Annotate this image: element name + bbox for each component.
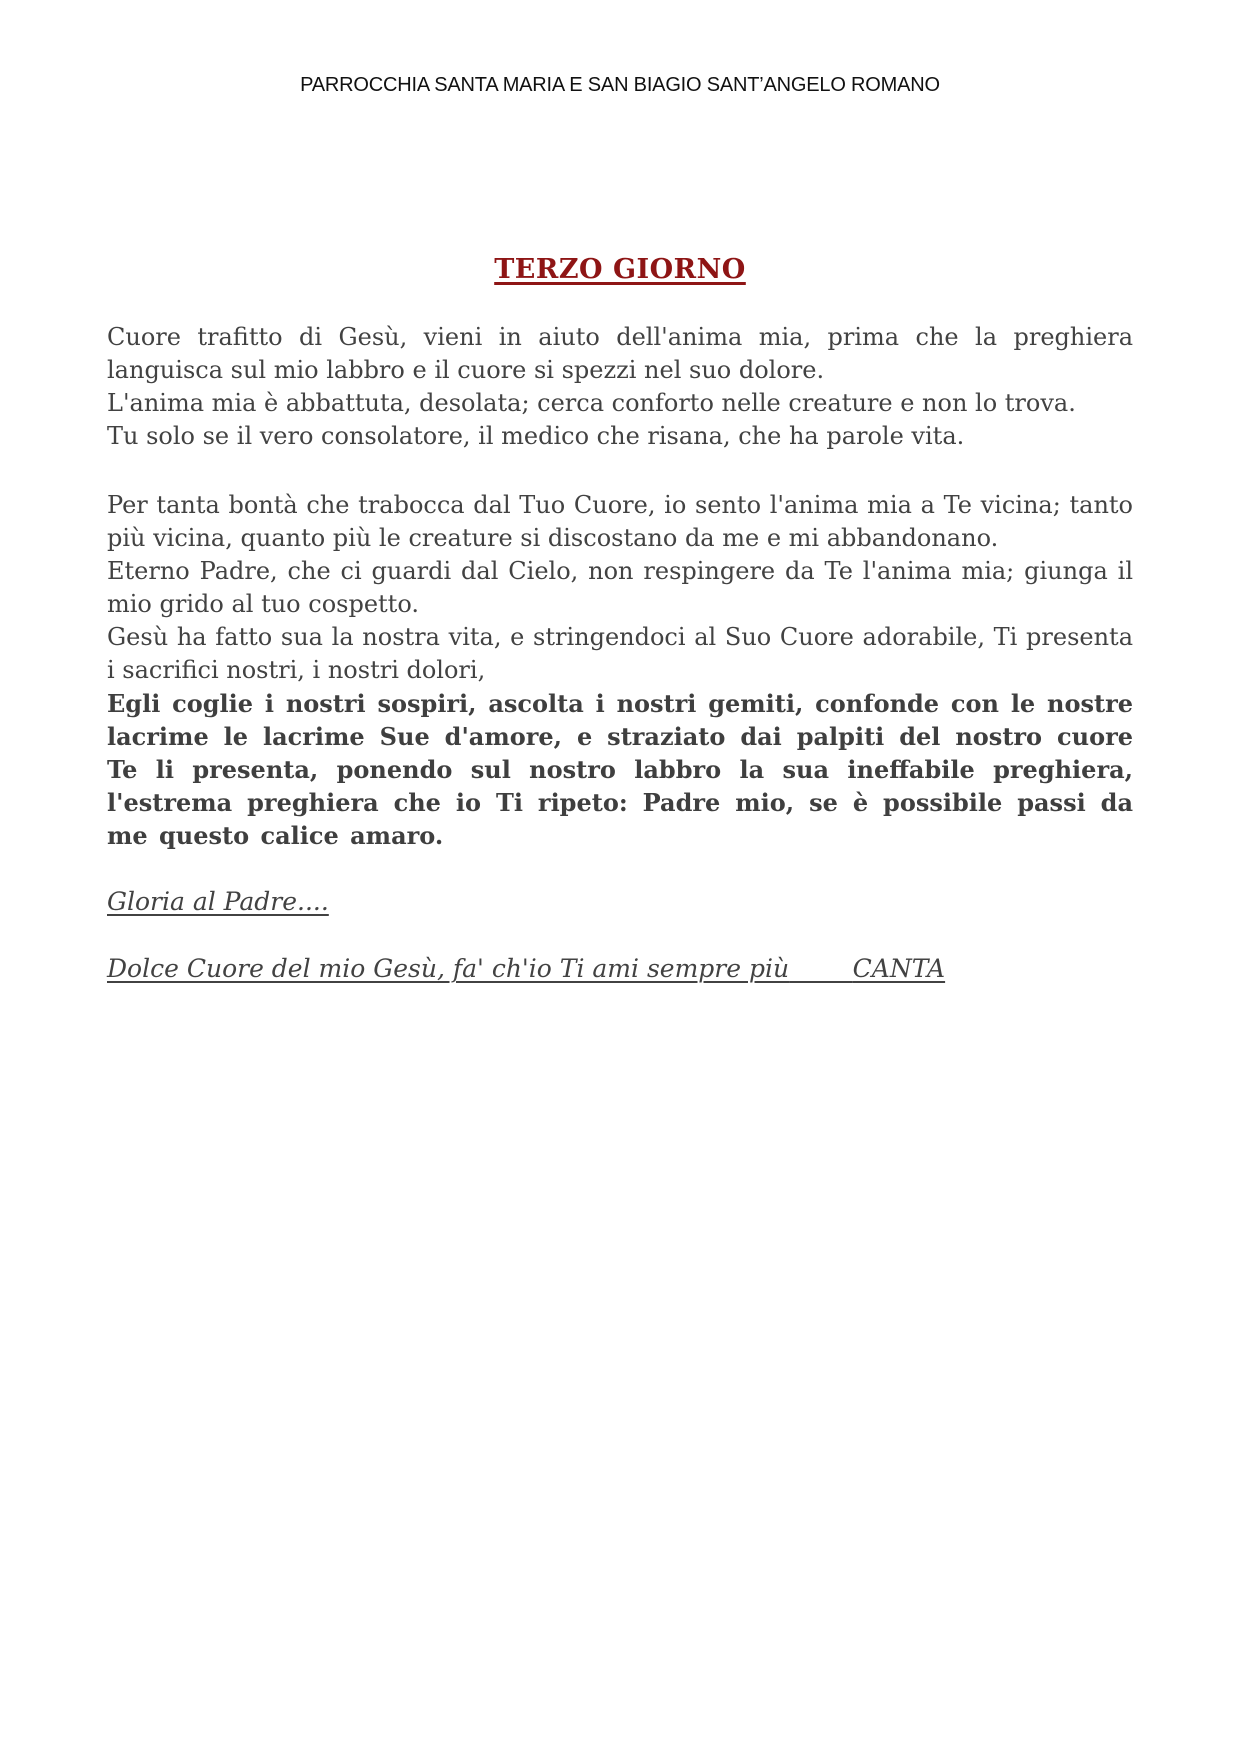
paragraph-1-line-2: L'anima mia è abbattuta, desolata; cerca conforto nelle creature e non lo trova. [107, 389, 1076, 417]
canta-label: CANTA [852, 954, 946, 983]
gloria-al-padre-line: Gloria al Padre.... [107, 887, 329, 916]
paragraph-2-line-2: Eterno Padre, che ci guardi dal Cielo, non respingere da Te l'anima mia; giunga il mio grido al tuo cospetto. [107, 557, 1133, 618]
dolce-cuore-line [107, 952, 945, 985]
paragraph-1-line-1: Cuore trafitto di Gesù, vieni in aiuto dell'anima mia, prima che la preghiera languisca sul mio labbro e il cuore si spezzi nel suo dolore. [107, 323, 1133, 384]
page-title-text: TERZO GIORNO [494, 254, 746, 285]
page-title [0, 254, 1240, 285]
paragraph-1-line-3: Tu solo se il vero consolatore, il medico che risana, che ha parole vita. [107, 422, 965, 450]
dolce-cuore-text: Dolce Cuore del mio Gesù, fa' ch'io Ti ami sempre più [107, 954, 790, 983]
paragraph-2-line-1: Per tanta bontà che trabocca dal Tuo Cuore, io sento l'anima mia a Te vicina; tanto più vicina, quanto più le creature si discostano da me e mi abbandonano. [107, 491, 1133, 552]
paragraph-1 [107, 321, 1133, 453]
paragraph-2-line-3: Gesù ha fatto sua la nostra vita, e stringendoci al Suo Cuore adorabile, Ti presenta i sacrifici nostri, i nostri dolori, [107, 623, 1133, 684]
prayer-body [107, 321, 1133, 986]
dolce-row [107, 919, 1133, 986]
dolce-canta-gap [789, 954, 853, 983]
gloria-row [107, 852, 1133, 919]
parish-header: PARROCCHIA SANTA MARIA E SAN BIAGIO SANT’ANGELO ROMANO [300, 74, 940, 96]
bold-paragraph: Egli coglie i nostri sospiri, ascolta i nostri gemiti, confonde con le nostre lacrime le lacrime Sue d'amore, e straziato dai palpiti del nostro cuore Te li presenta, ponendo sul nostro labbro la sua ineffabile preghiera, l'estrema preghiera che io Ti ripeto: Padre mio, se è possibile passi da me questo calice amaro. [107, 689, 1133, 850]
paragraph-2 [107, 489, 1133, 852]
